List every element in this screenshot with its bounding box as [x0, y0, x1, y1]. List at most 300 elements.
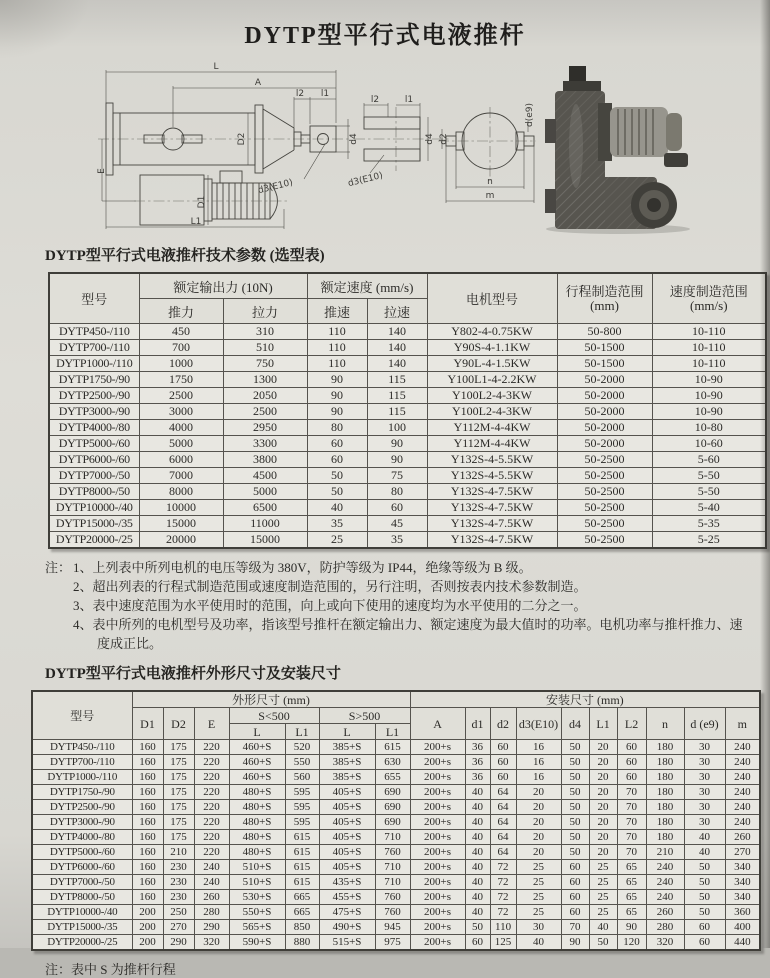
table-cell: 180	[646, 755, 684, 770]
col-header-stroke-range: 行程制造范围 (mm)	[557, 273, 652, 324]
stroke-footnote: 注：表中 S 为推杆行程	[45, 962, 176, 977]
table-cell: 25	[516, 890, 561, 905]
table-cell: DYTP700-/110	[49, 340, 139, 356]
table-cell: 11000	[223, 516, 307, 532]
table-cell: 385+S	[319, 740, 375, 755]
table-cell: 64	[490, 815, 516, 830]
table-cell: 25	[589, 860, 617, 875]
table-cell: 15000	[223, 532, 307, 549]
table-cell: DYTP3000-/90	[49, 404, 139, 420]
dim-label-D2: D2	[237, 132, 247, 146]
table-cell: 90	[367, 452, 427, 468]
table-cell: 880	[285, 935, 319, 951]
table-cell: DYTP4000-/80	[32, 830, 132, 845]
table-cell: 20	[589, 830, 617, 845]
table-cell: 615	[285, 830, 319, 845]
table-cell: 20	[516, 830, 561, 845]
table-cell: 200+s	[410, 800, 465, 815]
table-cell: 200+s	[410, 770, 465, 785]
table-cell: 595	[285, 800, 319, 815]
table-cell: 665	[285, 905, 319, 920]
spec-section-heading: DYTP型平行式电液推杆技术参数 (选型表)	[45, 248, 325, 264]
table-cell: 72	[490, 890, 516, 905]
table-cell: 240	[646, 860, 684, 875]
table-row	[49, 356, 766, 372]
page-title: DYTP型平行式电液推杆	[244, 23, 526, 49]
table-cell: 320	[194, 935, 229, 951]
table-cell: 80	[307, 420, 367, 436]
dim-label-D1: D1	[197, 195, 207, 209]
table-cell: 405+S	[319, 830, 375, 845]
table-cell: Y132S-4-5.5KW	[427, 468, 557, 484]
table-cell: 100	[367, 420, 427, 436]
table-cell: 50	[561, 830, 589, 845]
table-cell: 65	[617, 860, 646, 875]
table-cell: 40	[465, 830, 490, 845]
table-cell: 50	[561, 755, 589, 770]
table-cell: 405+S	[319, 860, 375, 875]
table-cell: 260	[194, 890, 229, 905]
table-cell: 615	[375, 740, 410, 755]
table-cell: 10-110	[652, 340, 766, 356]
table-cell: 15000	[139, 516, 223, 532]
table-cell: 200+s	[410, 875, 465, 890]
table-cell: 460+S	[229, 755, 285, 770]
table-cell: 200+s	[410, 860, 465, 875]
table-row	[32, 920, 760, 935]
table-cell: 690	[375, 785, 410, 800]
table-cell: 60	[617, 755, 646, 770]
table-cell: 110	[307, 356, 367, 372]
table-cell: 125	[490, 935, 516, 951]
dim-label-d4: d4	[425, 133, 435, 145]
table-cell: Y132S-4-5.5KW	[427, 452, 557, 468]
table-cell: 180	[646, 815, 684, 830]
dimension-table-header	[32, 691, 760, 740]
table-row	[32, 890, 760, 905]
table-cell: 70	[617, 845, 646, 860]
table-row	[32, 785, 760, 800]
table-cell: 175	[163, 830, 194, 845]
table-cell: 40	[465, 800, 490, 815]
table-cell: 90	[367, 436, 427, 452]
table-cell: 65	[617, 890, 646, 905]
table-cell: 175	[163, 800, 194, 815]
table-cell: 40	[465, 815, 490, 830]
table-cell: 160	[132, 890, 163, 905]
table-cell: 200	[132, 920, 163, 935]
table-cell: 65	[617, 905, 646, 920]
table-cell: 690	[375, 800, 410, 815]
table-cell: 50	[561, 800, 589, 815]
table-cell: 50	[307, 484, 367, 500]
table-cell: 260	[725, 830, 760, 845]
table-cell: 35	[307, 516, 367, 532]
table-row	[49, 516, 766, 532]
table-cell: DYTP450-/110	[49, 324, 139, 340]
col-header-L2: L2	[617, 708, 646, 740]
table-row	[49, 436, 766, 452]
table-cell: DYTP1000-/110	[32, 770, 132, 785]
table-cell: 3000	[139, 404, 223, 420]
table-cell: 64	[490, 830, 516, 845]
table-cell: 50	[684, 860, 725, 875]
table-cell: 72	[490, 905, 516, 920]
table-cell: 2500	[139, 388, 223, 404]
table-cell: DYTP700-/110	[32, 755, 132, 770]
table-cell: 360	[725, 905, 760, 920]
table-cell: 4000	[139, 420, 223, 436]
table-cell: 65	[617, 875, 646, 890]
table-cell: 70	[617, 800, 646, 815]
table-cell: 20	[589, 800, 617, 815]
table-cell: 450	[139, 324, 223, 340]
table-cell: 290	[194, 920, 229, 935]
table-cell: 200+s	[410, 905, 465, 920]
table-cell: 50	[684, 875, 725, 890]
table-cell: 50-2500	[557, 500, 652, 516]
table-cell: 230	[163, 890, 194, 905]
table-cell: 20	[589, 740, 617, 755]
table-cell: DYTP5000-/60	[49, 436, 139, 452]
table-cell: 50	[561, 740, 589, 755]
table-cell: 25	[589, 905, 617, 920]
table-cell: 240	[725, 770, 760, 785]
table-cell: 50-2500	[557, 468, 652, 484]
table-cell: 510	[223, 340, 307, 356]
table-cell: 200	[132, 935, 163, 951]
table-cell: DYTP15000-/35	[32, 920, 132, 935]
col-header-L1: L1	[285, 724, 319, 740]
table-cell: 36	[465, 770, 490, 785]
table-cell: 200+s	[410, 785, 465, 800]
table-row	[49, 404, 766, 420]
table-cell: 1300	[223, 372, 307, 388]
dim-label-m: m	[485, 191, 495, 201]
table-cell: 560	[285, 770, 319, 785]
table-cell: 760	[375, 905, 410, 920]
table-cell: 64	[490, 845, 516, 860]
table-cell: 60	[684, 920, 725, 935]
table-cell: 20	[516, 800, 561, 815]
table-cell: 20	[516, 845, 561, 860]
table-cell: DYTP6000-/60	[49, 452, 139, 468]
table-cell: 280	[646, 920, 684, 935]
table-cell: 760	[375, 890, 410, 905]
table-cell: 690	[375, 815, 410, 830]
table-cell: 50	[589, 935, 617, 951]
table-cell: 6000	[139, 452, 223, 468]
table-row	[49, 420, 766, 436]
table-cell: 60	[367, 500, 427, 516]
table-cell: 64	[490, 800, 516, 815]
table-cell: 405+S	[319, 785, 375, 800]
table-cell: 5000	[223, 484, 307, 500]
table-cell: 230	[163, 860, 194, 875]
table-cell: 5-50	[652, 484, 766, 500]
table-cell: 64	[490, 785, 516, 800]
table-cell: 655	[375, 770, 410, 785]
table-cell: 20	[589, 815, 617, 830]
table-cell: 200+s	[410, 920, 465, 935]
table-cell: 36	[465, 755, 490, 770]
table-cell: 40	[465, 845, 490, 860]
table-cell: 50-2000	[557, 436, 652, 452]
table-cell: Y112M-4-4KW	[427, 436, 557, 452]
table-row	[49, 532, 766, 549]
table-cell: 20	[589, 785, 617, 800]
dim-label-l1: l1	[320, 89, 330, 99]
table-cell: 200+s	[410, 935, 465, 951]
table-row	[49, 324, 766, 340]
table-cell: 40	[465, 875, 490, 890]
table-row	[49, 372, 766, 388]
table-cell: 440	[725, 935, 760, 951]
table-cell: 340	[725, 875, 760, 890]
table-cell: 480+S	[229, 785, 285, 800]
table-cell: 70	[561, 920, 589, 935]
table-cell: 50	[561, 845, 589, 860]
table-row	[32, 740, 760, 755]
table-cell: 515+S	[319, 935, 375, 951]
table-cell: 220	[194, 755, 229, 770]
col-header-d-e9: d (e9)	[684, 708, 725, 740]
table-cell: 40	[684, 845, 725, 860]
table-cell: 180	[646, 800, 684, 815]
table-cell: 80	[367, 484, 427, 500]
col-header-motor: 电机型号	[427, 273, 557, 324]
table-cell: 240	[646, 890, 684, 905]
table-cell: 280	[194, 905, 229, 920]
table-cell: Y90L-4-1.5KW	[427, 356, 557, 372]
table-cell: 5-25	[652, 532, 766, 549]
dim-label-l2: l2	[295, 89, 305, 99]
col-header-model: 型号	[49, 273, 139, 324]
table-cell: 60	[617, 770, 646, 785]
table-cell: 480+S	[229, 815, 285, 830]
table-cell: 40	[465, 785, 490, 800]
dim-label-A: A	[254, 78, 262, 88]
table-cell: 10000	[139, 500, 223, 516]
spec-table	[48, 272, 767, 549]
note-item: 1、上列表中所列电机的电压等级为 380V，防护等级为 IP44，绝缘等级为 B 级。	[73, 560, 532, 575]
table-cell: 595	[285, 785, 319, 800]
table-cell: 240	[646, 875, 684, 890]
table-cell: 750	[223, 356, 307, 372]
notes-block	[45, 558, 745, 653]
table-cell: 20000	[139, 532, 223, 549]
table-cell: DYTP20000-/25	[49, 532, 139, 549]
table-cell: 340	[725, 890, 760, 905]
table-cell: 200+s	[410, 890, 465, 905]
table-cell: 115	[367, 404, 427, 420]
table-cell: 455+S	[319, 890, 375, 905]
table-cell: 240	[725, 800, 760, 815]
table-cell: 50-1500	[557, 340, 652, 356]
table-cell: 250	[163, 905, 194, 920]
table-cell: 220	[194, 815, 229, 830]
technical-drawing	[98, 59, 538, 231]
table-cell: 70	[617, 785, 646, 800]
table-cell: 565+S	[229, 920, 285, 935]
col-header-install-group: 安装尺寸 (mm)	[410, 691, 760, 708]
dim-label-L: L	[213, 62, 219, 72]
col-header-s-lt-500: S<500	[229, 708, 319, 724]
table-cell: 50	[561, 785, 589, 800]
table-cell: 20	[589, 770, 617, 785]
table-cell: 60	[490, 740, 516, 755]
table-cell: 120	[617, 935, 646, 951]
table-cell: 30	[684, 770, 725, 785]
note-item: 2、超出列表的行程式制造范围或速度制造范围的，另行注明，否则按表内技术参数制造。	[73, 579, 587, 594]
table-cell: 60	[561, 860, 589, 875]
table-cell: 340	[725, 860, 760, 875]
table-cell: 240	[725, 785, 760, 800]
table-cell: 200+s	[410, 830, 465, 845]
table-row	[49, 468, 766, 484]
table-cell: Y100L2-4-3KW	[427, 404, 557, 420]
table-cell: 520	[285, 740, 319, 755]
table-cell: 20	[589, 755, 617, 770]
table-cell: 20	[516, 815, 561, 830]
spec-table-header	[49, 273, 766, 324]
table-cell: 180	[646, 740, 684, 755]
table-cell: 240	[725, 755, 760, 770]
notes-prefix: 注：	[45, 560, 72, 575]
table-cell: 50-2500	[557, 484, 652, 500]
col-header-A: A	[410, 708, 465, 740]
table-cell: 140	[367, 324, 427, 340]
table-cell: DYTP1000-/110	[49, 356, 139, 372]
table-cell: 975	[375, 935, 410, 951]
table-cell: 220	[194, 800, 229, 815]
table-cell: 90	[307, 388, 367, 404]
table-cell: 260	[646, 905, 684, 920]
table-cell: 385+S	[319, 770, 375, 785]
table-cell: 50-800	[557, 324, 652, 340]
table-cell: 10-110	[652, 324, 766, 340]
table-cell: 10-90	[652, 372, 766, 388]
table-cell: 36	[465, 740, 490, 755]
table-cell: 665	[285, 890, 319, 905]
col-header-L1: L1	[375, 724, 410, 740]
table-cell: 220	[194, 845, 229, 860]
table-cell: Y112M-4-4KW	[427, 420, 557, 436]
table-cell: 60	[465, 935, 490, 951]
table-cell: 20	[589, 845, 617, 860]
table-cell: 175	[163, 770, 194, 785]
col-header-push-force: 推力	[139, 299, 223, 324]
col-header-pull-force: 拉力	[223, 299, 307, 324]
table-cell: 50	[465, 920, 490, 935]
table-cell: 5-35	[652, 516, 766, 532]
col-header-d1: d1	[465, 708, 490, 740]
table-row	[32, 830, 760, 845]
table-cell: DYTP20000-/25	[32, 935, 132, 951]
table-cell: 50-2000	[557, 404, 652, 420]
table-cell: 40	[465, 890, 490, 905]
table-cell: 480+S	[229, 800, 285, 815]
table-cell: 140	[367, 340, 427, 356]
table-cell: 210	[163, 845, 194, 860]
table-cell: DYTP7000-/50	[49, 468, 139, 484]
dim-label-d4: d4	[349, 133, 359, 145]
table-cell: 160	[132, 860, 163, 875]
col-header-d3: d3(E10)	[516, 708, 561, 740]
figure-area	[0, 59, 770, 235]
table-cell: 480+S	[229, 845, 285, 860]
table-cell: 4500	[223, 468, 307, 484]
table-row	[32, 905, 760, 920]
table-cell: 530+S	[229, 890, 285, 905]
table-cell: 50	[307, 468, 367, 484]
table-cell: 160	[132, 770, 163, 785]
col-header-s-gt-500: S>500	[319, 708, 410, 724]
table-cell: 480+S	[229, 830, 285, 845]
table-cell: 50-2500	[557, 516, 652, 532]
table-cell: 5-40	[652, 500, 766, 516]
table-cell: 50-2000	[557, 372, 652, 388]
table-cell: 90	[617, 920, 646, 935]
table-cell: DYTP10000-/40	[32, 905, 132, 920]
dim-label-de9: d(e9)	[525, 103, 535, 127]
table-cell: 240	[194, 875, 229, 890]
table-cell: 240	[725, 815, 760, 830]
table-cell: 615	[285, 875, 319, 890]
col-header-d2: d2	[490, 708, 516, 740]
table-cell: 40	[465, 905, 490, 920]
table-cell: 220	[194, 740, 229, 755]
table-cell: 460+S	[229, 770, 285, 785]
table-cell: 40	[589, 920, 617, 935]
table-cell: Y100L1-4-2.2KW	[427, 372, 557, 388]
table-cell: 160	[132, 800, 163, 815]
table-cell: 270	[725, 845, 760, 860]
dim-label-d2: d2	[439, 133, 449, 145]
table-row	[32, 845, 760, 860]
table-cell: 70	[617, 815, 646, 830]
table-cell: 10-90	[652, 404, 766, 420]
table-cell: Y802-4-0.75KW	[427, 324, 557, 340]
col-header-push-speed: 推速	[307, 299, 367, 324]
table-cell: DYTP450-/110	[32, 740, 132, 755]
table-cell: Y132S-4-7.5KW	[427, 516, 557, 532]
table-cell: 50-2500	[557, 452, 652, 468]
table-cell: 110	[307, 324, 367, 340]
table-cell: 850	[285, 920, 319, 935]
table-cell: 180	[646, 785, 684, 800]
table-cell: 220	[194, 770, 229, 785]
table-cell: 3800	[223, 452, 307, 468]
table-cell: 110	[490, 920, 516, 935]
table-cell: 60	[307, 436, 367, 452]
table-cell: Y132S-4-7.5KW	[427, 500, 557, 516]
table-cell: Y132S-4-7.5KW	[427, 484, 557, 500]
table-cell: 290	[163, 935, 194, 951]
table-cell: 200+s	[410, 845, 465, 860]
table-cell: 10-60	[652, 436, 766, 452]
table-cell: 25	[516, 860, 561, 875]
table-cell: 60	[617, 740, 646, 755]
table-cell: 90	[307, 372, 367, 388]
table-cell: 595	[285, 815, 319, 830]
product-photo	[536, 61, 708, 235]
dim-label-n: n	[487, 177, 493, 187]
table-cell: 510+S	[229, 860, 285, 875]
table-cell: 50-2000	[557, 420, 652, 436]
table-cell: 50-2000	[557, 388, 652, 404]
table-cell: 160	[132, 755, 163, 770]
